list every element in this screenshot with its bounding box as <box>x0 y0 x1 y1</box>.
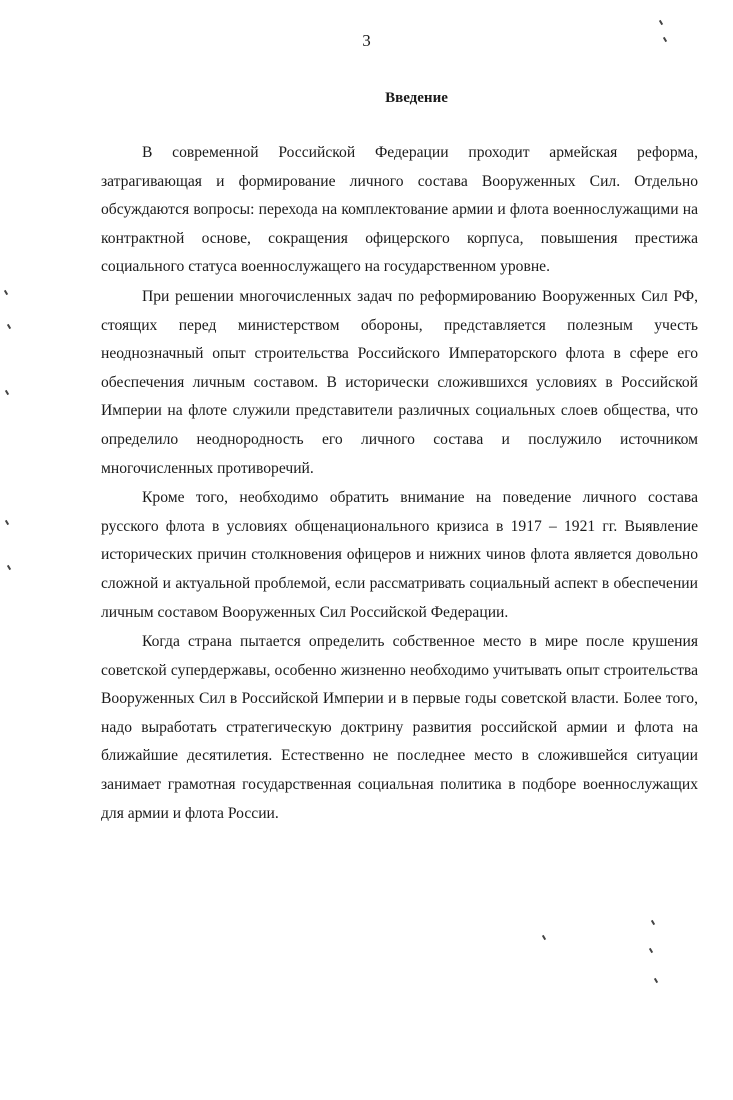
paragraph-2: При решении многочисленных задач по реформированию Вооруженных Сил РФ, стоящих перед министерством обороны, представляется полезным учесть неоднозначный опыт строительства Российского Императорского флота в сфере его обеспечения личным составом. В исторически сложившихся условиях в Российской Империи на флоте служили представители различных социальных слоев общества, что определило неоднородность его личного состава и послужило источником многочисленных противоречий. <box>101 287 698 477</box>
scan-speck <box>651 920 655 925</box>
paragraph-3: Кроме того, необходимо обратить внимание на поведение личного состава русского флота в условиях общенационального кризиса в 1917 – 1921 гг. Выявление исторических причин столкновения офицеров и нижних чинов флота является довольно сложной и актуальной проблемой, если рассматривать социальный аспект в обеспечении личным составом Вооруженных Сил Российской Федерации. <box>101 489 698 621</box>
body-text <box>101 139 698 829</box>
scan-speck <box>649 948 653 953</box>
scan-speck <box>5 520 9 525</box>
scan-speck <box>7 324 11 329</box>
scan-speck <box>5 390 9 395</box>
paragraph-4: Когда страна пытается определить собственное место в мире после крушения советской супердержавы, особенно жизненно необходимо учитывать опыт строительства Вооруженных Сил в Российской Империи и в первые годы советской власти. Более того, надо выработать стратегическую доктрину развития российской армии и флота на ближайшие десятилетия. Естественно не последнее место в сложившейся ситуации занимает грамотная государственная социальная политика в подборе военнослужащих для армии и флота России. <box>101 633 698 822</box>
scan-speck <box>542 935 546 940</box>
section-heading: Введение <box>385 90 448 106</box>
scan-speck <box>654 978 658 983</box>
paragraph-1: В современной Российской Федерации проходит армейская реформа, затрагивающая и формирование личного состава Вооруженных Сил. Отдельно обсуждаются вопросы: перехода на комплектование армии и флота военнослужащими на контрактной основе, сокращения офицерского корпуса, повышения престижа социального статуса военнослужащего на государственном уровне. <box>101 144 698 276</box>
scan-speck <box>659 20 663 25</box>
page-number: 3 <box>362 31 371 50</box>
scan-speck <box>7 565 11 570</box>
scan-speck <box>4 290 8 295</box>
